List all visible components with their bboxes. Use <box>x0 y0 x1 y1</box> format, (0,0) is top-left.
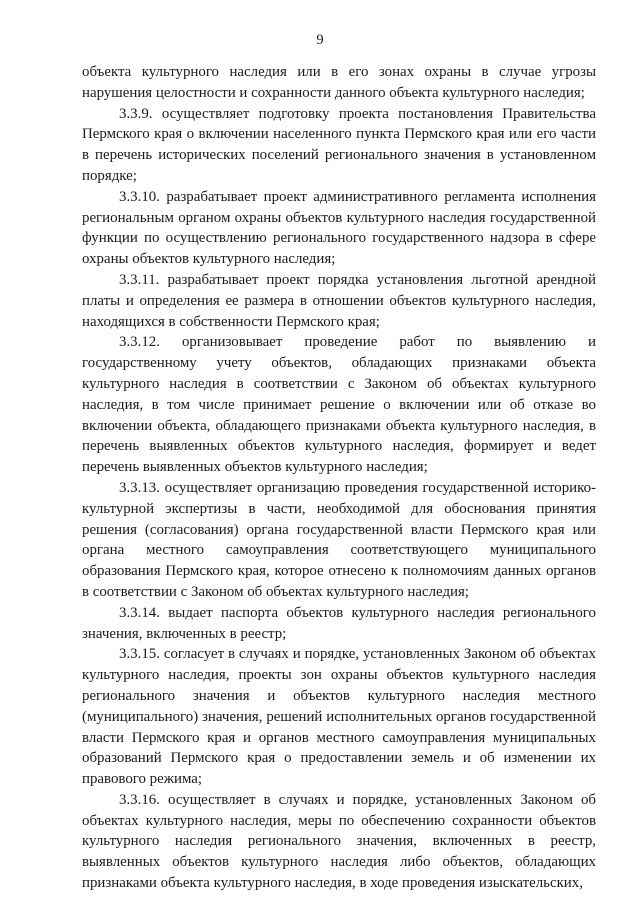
paragraph-3-3-11: 3.3.11. разрабатывает проект порядка установления льготной арендной платы и определения ее размера в отношении объектов культурного наследия, находящихся в собственности Пермского края; <box>82 271 596 330</box>
page-number: 9 <box>316 32 324 48</box>
document-body <box>82 62 596 894</box>
paragraph-3-3-9: 3.3.9. осуществляет подготовку проекта постановления Правительства Пермского края о включении населенного пункта Пермского края или его части в перечень исторических поселений регионального значения в установленном порядке; <box>82 105 596 184</box>
paragraph-3-3-15: 3.3.15. согласует в случаях и порядке, установленных Законом об объектах культурного наследия, проекты зон охраны объектов культурного наследия регионального значения и объектов культурного наследия местного (муниципального) значения, решений исполнительных органов государственной власти Пермского края и органов местного самоуправления муниципальных образований Пермского края о предоставлении земель и об изменении их правового режима; <box>82 646 596 788</box>
paragraph-continuation: объекта культурного наследия или в его зонах охраны в случае угрозы нарушения целостности и сохранности данного объекта культурного наследия; <box>82 64 596 101</box>
paragraph-3-3-10: 3.3.10. разрабатывает проект административного регламента исполнения региональным органом охраны объектов культурного наследия государственной функции по осуществлению регионального государственного надзора в сфере охраны объектов культурного наследия; <box>82 188 596 268</box>
paragraph-3-3-16: 3.3.16. осуществляет в случаях и порядке, установленных Законом об объектах культурного наследия, меры по обеспечению сохранности объектов культурного наследия регионального значения, включенных в реестр, выявленных объектов культурного наследия либо объектов, обладающих признаками объекта культурного наследия, в ходе проведения изыскательских, <box>82 791 596 892</box>
paragraph-3-3-13: 3.3.13. осуществляет организацию проведения государственной историко-культурной экспертизы в части, необходимой для обоснования принятия решения (согласования) органа государственной власти Пермского края или органа местного самоуправления соответствующего муниципального образования Пермского края, которое отнесено к полномочиям данных органов в соответствии с Законом об объектах культурного наследия; <box>82 479 596 600</box>
paragraph-3-3-12: 3.3.12. организовывает проведение работ по выявлению и государственному учету объектов, обладающих признаками объекта культурного наследия в соответствии с Законом об объектах культурного наследия, в том числе принимает решение о включении или об отказе во включении объекта, обладающего признаками объекта культурного наследия, в перечень выявленных объектов культурного наследия, формирует и ведет перечень выявленных объектов культурного наследия; <box>82 334 596 476</box>
paragraph-3-3-14: 3.3.14. выдает паспорта объектов культурного наследия регионального значения, включенных в реестр; <box>82 604 596 642</box>
